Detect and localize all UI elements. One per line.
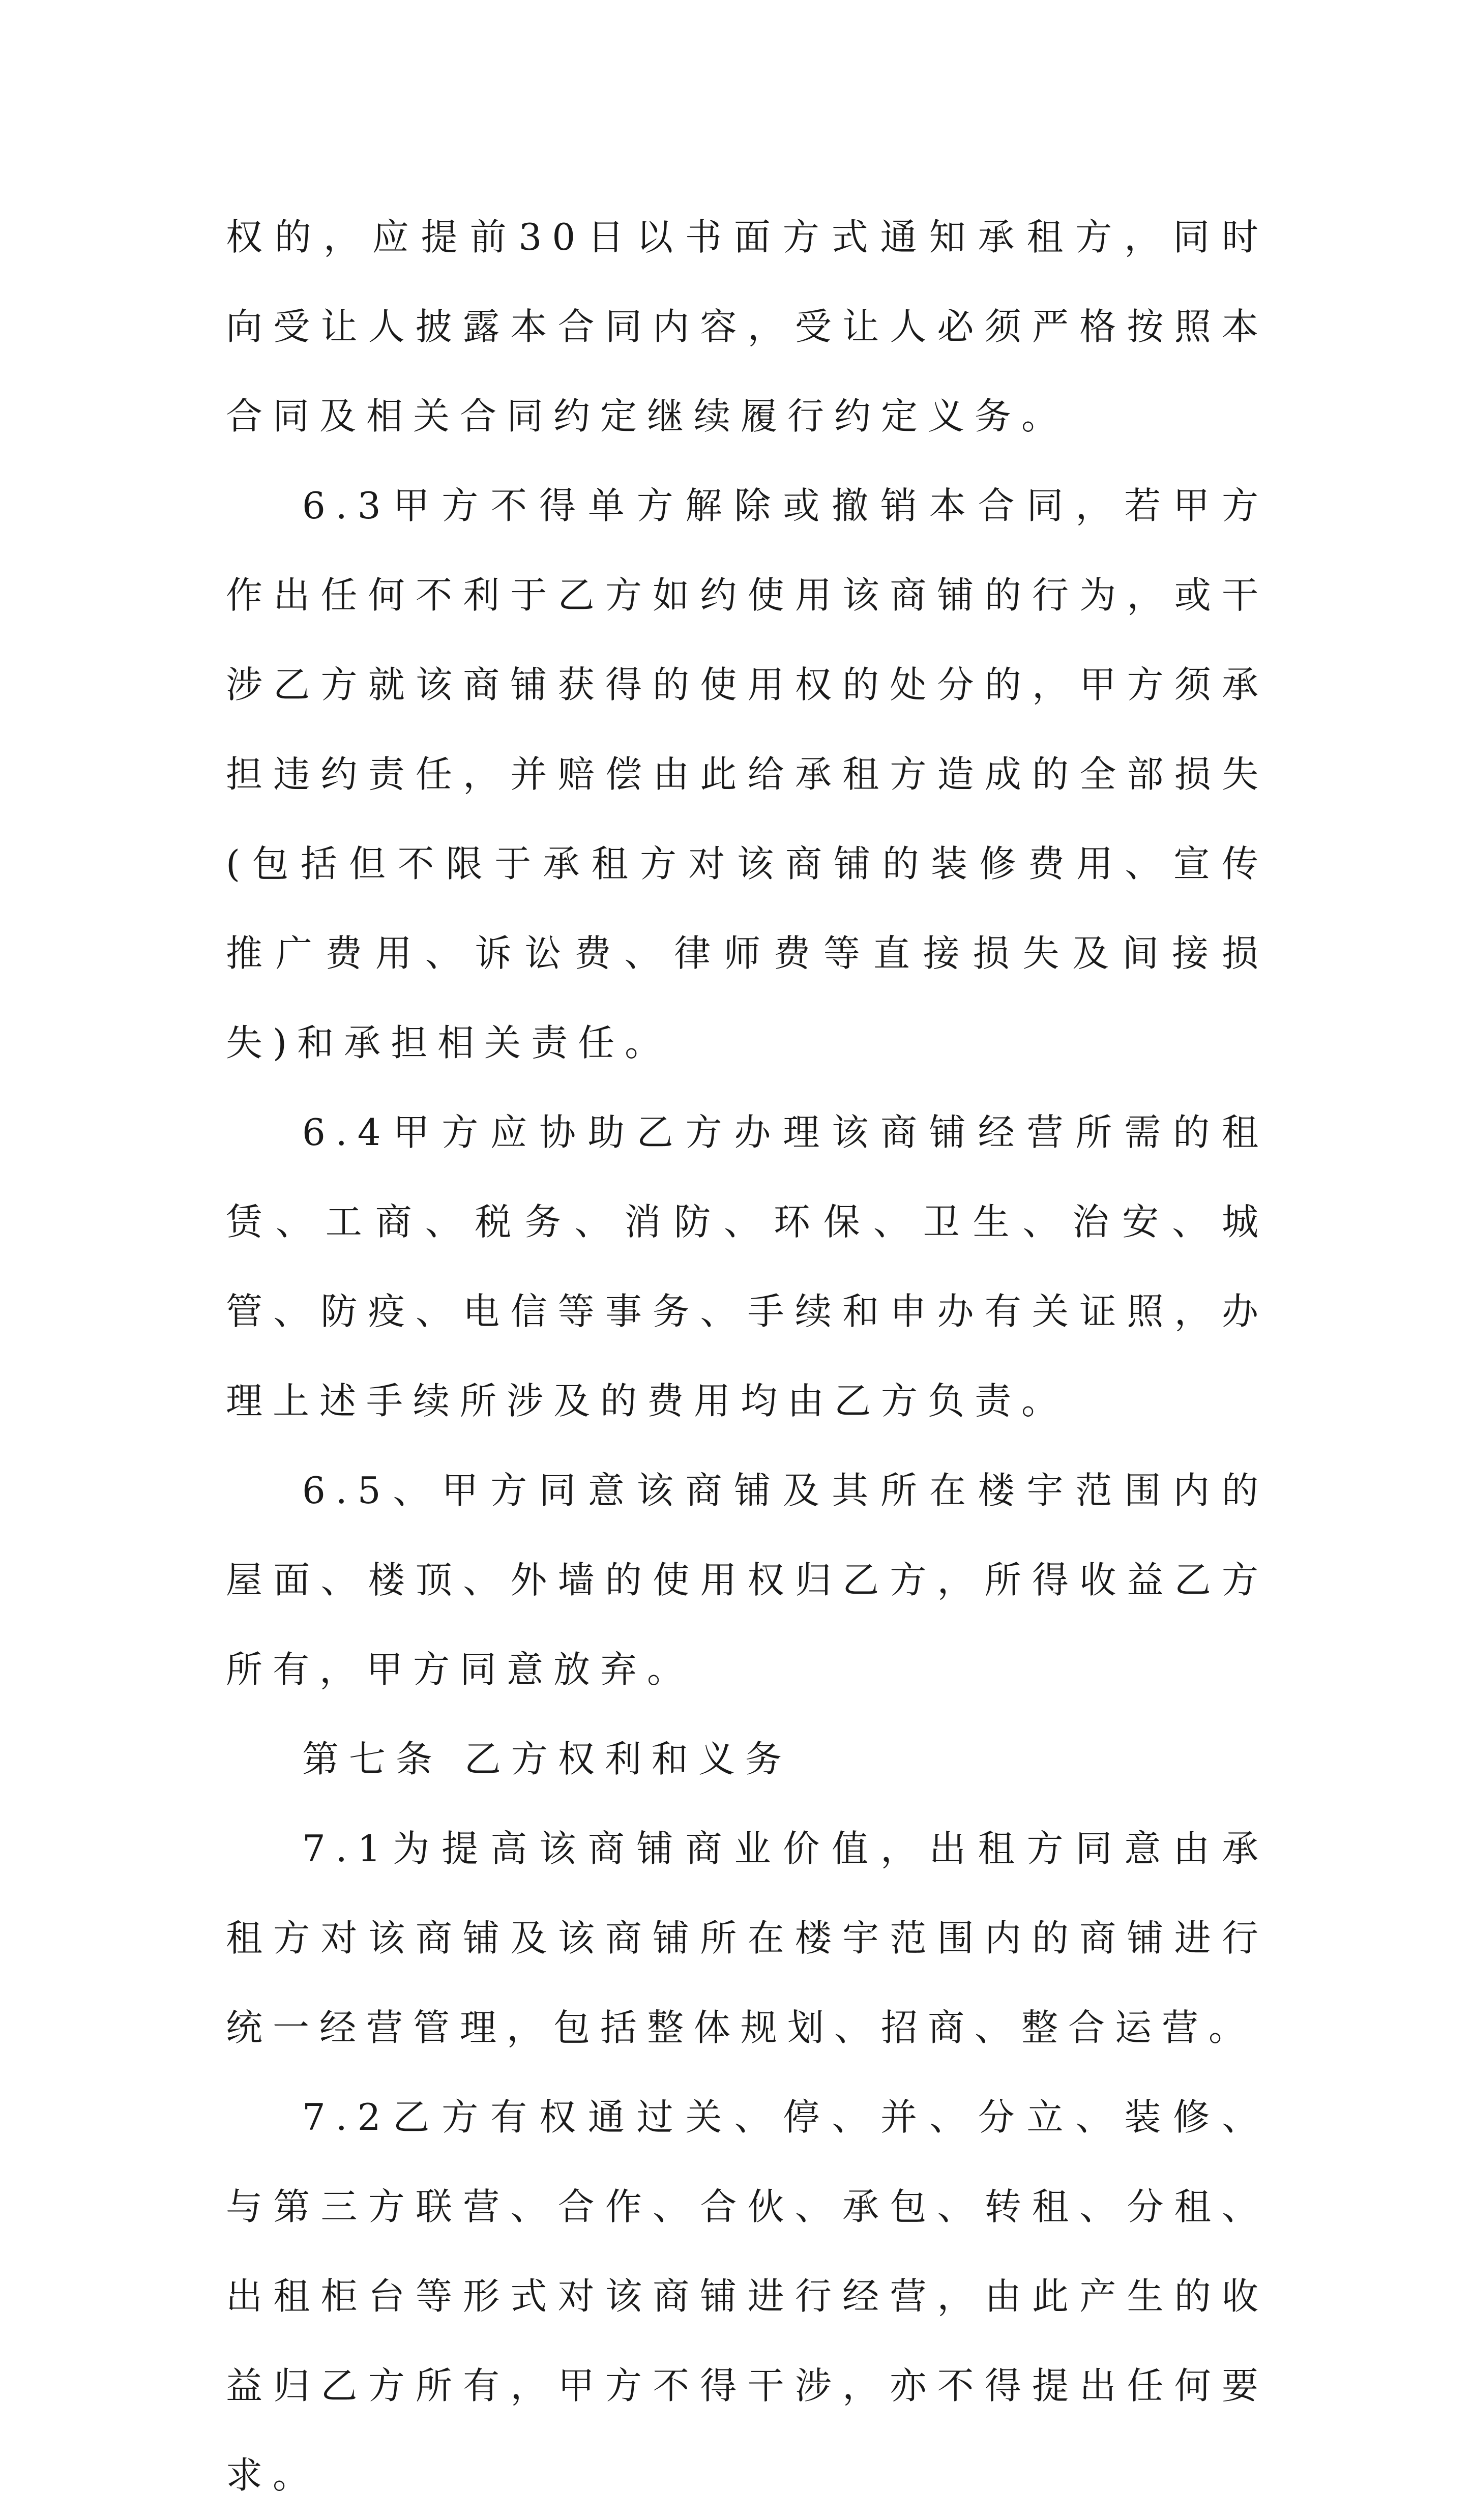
paragraph-continuation: 权的，应提前30日以书面方式通知承租方，同时向受让人披露本合同内容，受让人必须严格按照本合同及相关合同约定继续履行约定义务。 [226, 216, 1269, 437]
paragraph-6-3: 6.3甲方不得单方解除或撤销本合同，若甲方作出任何不利于乙方如约使用该商铺的行为，或干涉乙方就该商铺获得的使用权的处分的，甲方须承担违约责任，并赔偿由此给承租方造成的全部损失(包括但不限于承租方对该商铺的装修费用、宣传推广费用、诉讼费、律师费等直接损失及间接损失)和承担相关责任。 [226, 484, 1269, 1064]
paragraph-6-4: 6.4甲方应协助乙方办理该商铺经营所需的租赁、工商、税务、消防、环保、卫生、治安、城管、防疫、电信等事务、手续和申办有关证照，办理上述手续所涉及的费用均由乙方负责。 [226, 1111, 1269, 1422]
paragraph-7-1: 7.1为提高该商铺商业价值，出租方同意由承租方对该商铺及该商铺所在楼宇范围内的商铺进行统一经营管理，包括整体规划、招商、整合运营。 [226, 1827, 1269, 2049]
section-heading-article-7: 第七条 乙方权利和义务 [302, 1738, 792, 1780]
document-body [226, 192, 1269, 2520]
paragraph-6-5: 6.5、甲方同意该商铺及其所在楼宇范围内的屋面、楼顶、外墙的使用权归乙方，所得收益乙方所有，甲方同意放弃。 [226, 1469, 1269, 1691]
paragraph-7-2: 7.2乙方有权通过关、停、并、分立、装修、与第三方联营、合作、合伙、承包、转租、分租、出租柜台等形式对该商铺进行经营，由此产生的收益归乙方所有，甲方不得干涉，亦不得提出任何要求。 [226, 2096, 1269, 2497]
